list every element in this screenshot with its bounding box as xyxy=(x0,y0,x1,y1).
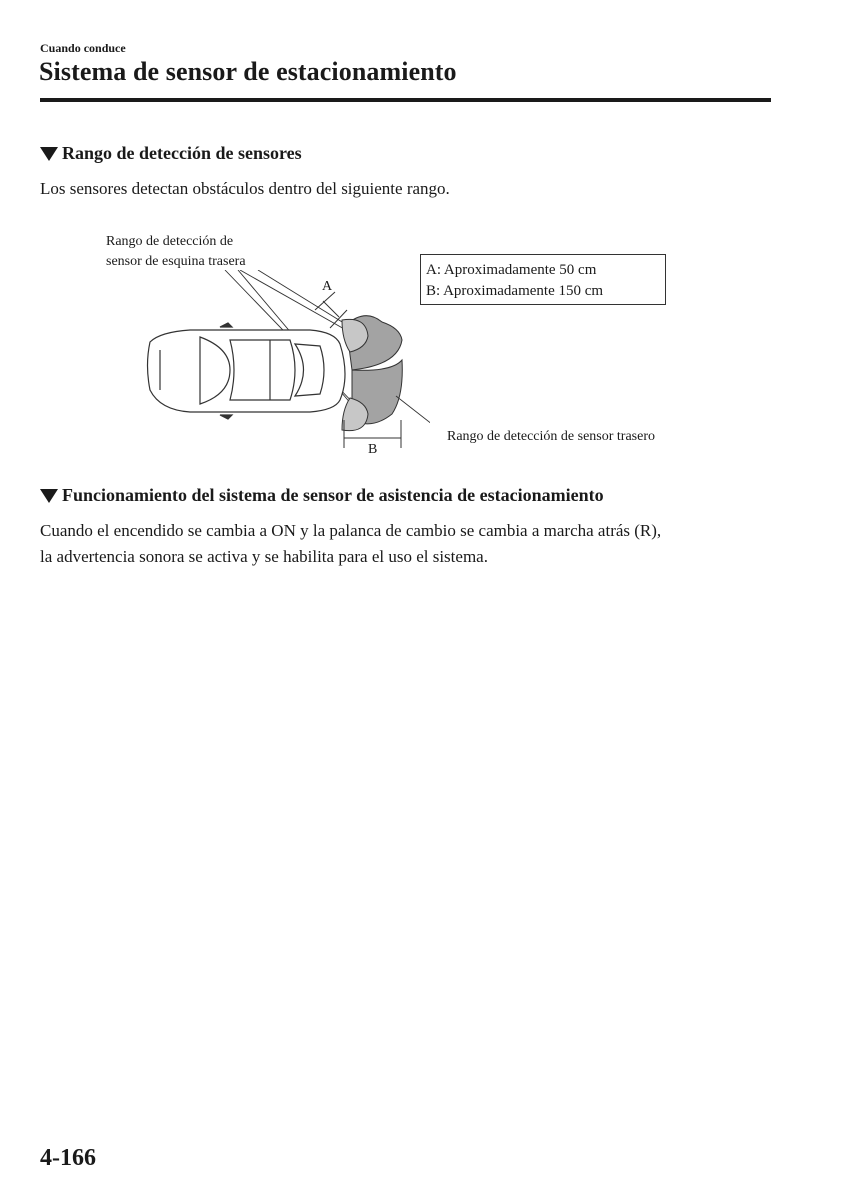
page-title: Sistema de sensor de estacionamiento xyxy=(39,57,457,86)
operation-paragraph xyxy=(40,518,661,570)
triangle-down-icon xyxy=(40,147,58,161)
rear-sensor-label: Rango de detección de sensor trasero xyxy=(447,429,655,444)
section-heading-text: Funcionamiento del sistema de sensor de asistencia de estacionamiento xyxy=(62,485,604,505)
section-label: Cuando conduce xyxy=(40,41,126,55)
operation-paragraph-line1: Cuando el encendido se cambia a ON y la palanca de cambio se cambia a marcha atrás (R), xyxy=(40,521,662,540)
corner-sensor-label-line1: Rango de detección de xyxy=(106,234,234,249)
corner-sensor-label xyxy=(106,232,246,272)
legend-a: A: Aproximadamente 50 cm xyxy=(426,262,597,278)
section-heading-text: Rango de detección de sensores xyxy=(62,143,302,163)
dimension-a-label: A xyxy=(322,279,333,294)
parking-sensor-diagram xyxy=(130,270,430,460)
operation-paragraph-line2: la advertencia sonora se activa y se habilita para el uso el sistema. xyxy=(40,547,488,566)
page-number: 4-166 xyxy=(40,1145,96,1171)
corner-sensor-label-line2: sensor de esquina trasera xyxy=(106,254,246,269)
car-top-view xyxy=(148,323,346,419)
section-heading-detection-range xyxy=(40,143,302,164)
title-rule xyxy=(40,98,771,102)
triangle-down-icon xyxy=(40,489,58,503)
dimension-b-label: B xyxy=(368,442,378,457)
detection-range-paragraph: Los sensores detectan obstáculos dentro del siguiente rango. xyxy=(40,179,450,198)
legend-box xyxy=(420,254,666,305)
section-heading-operation xyxy=(40,485,604,506)
legend-b: B: Aproximadamente 150 cm xyxy=(426,283,604,299)
